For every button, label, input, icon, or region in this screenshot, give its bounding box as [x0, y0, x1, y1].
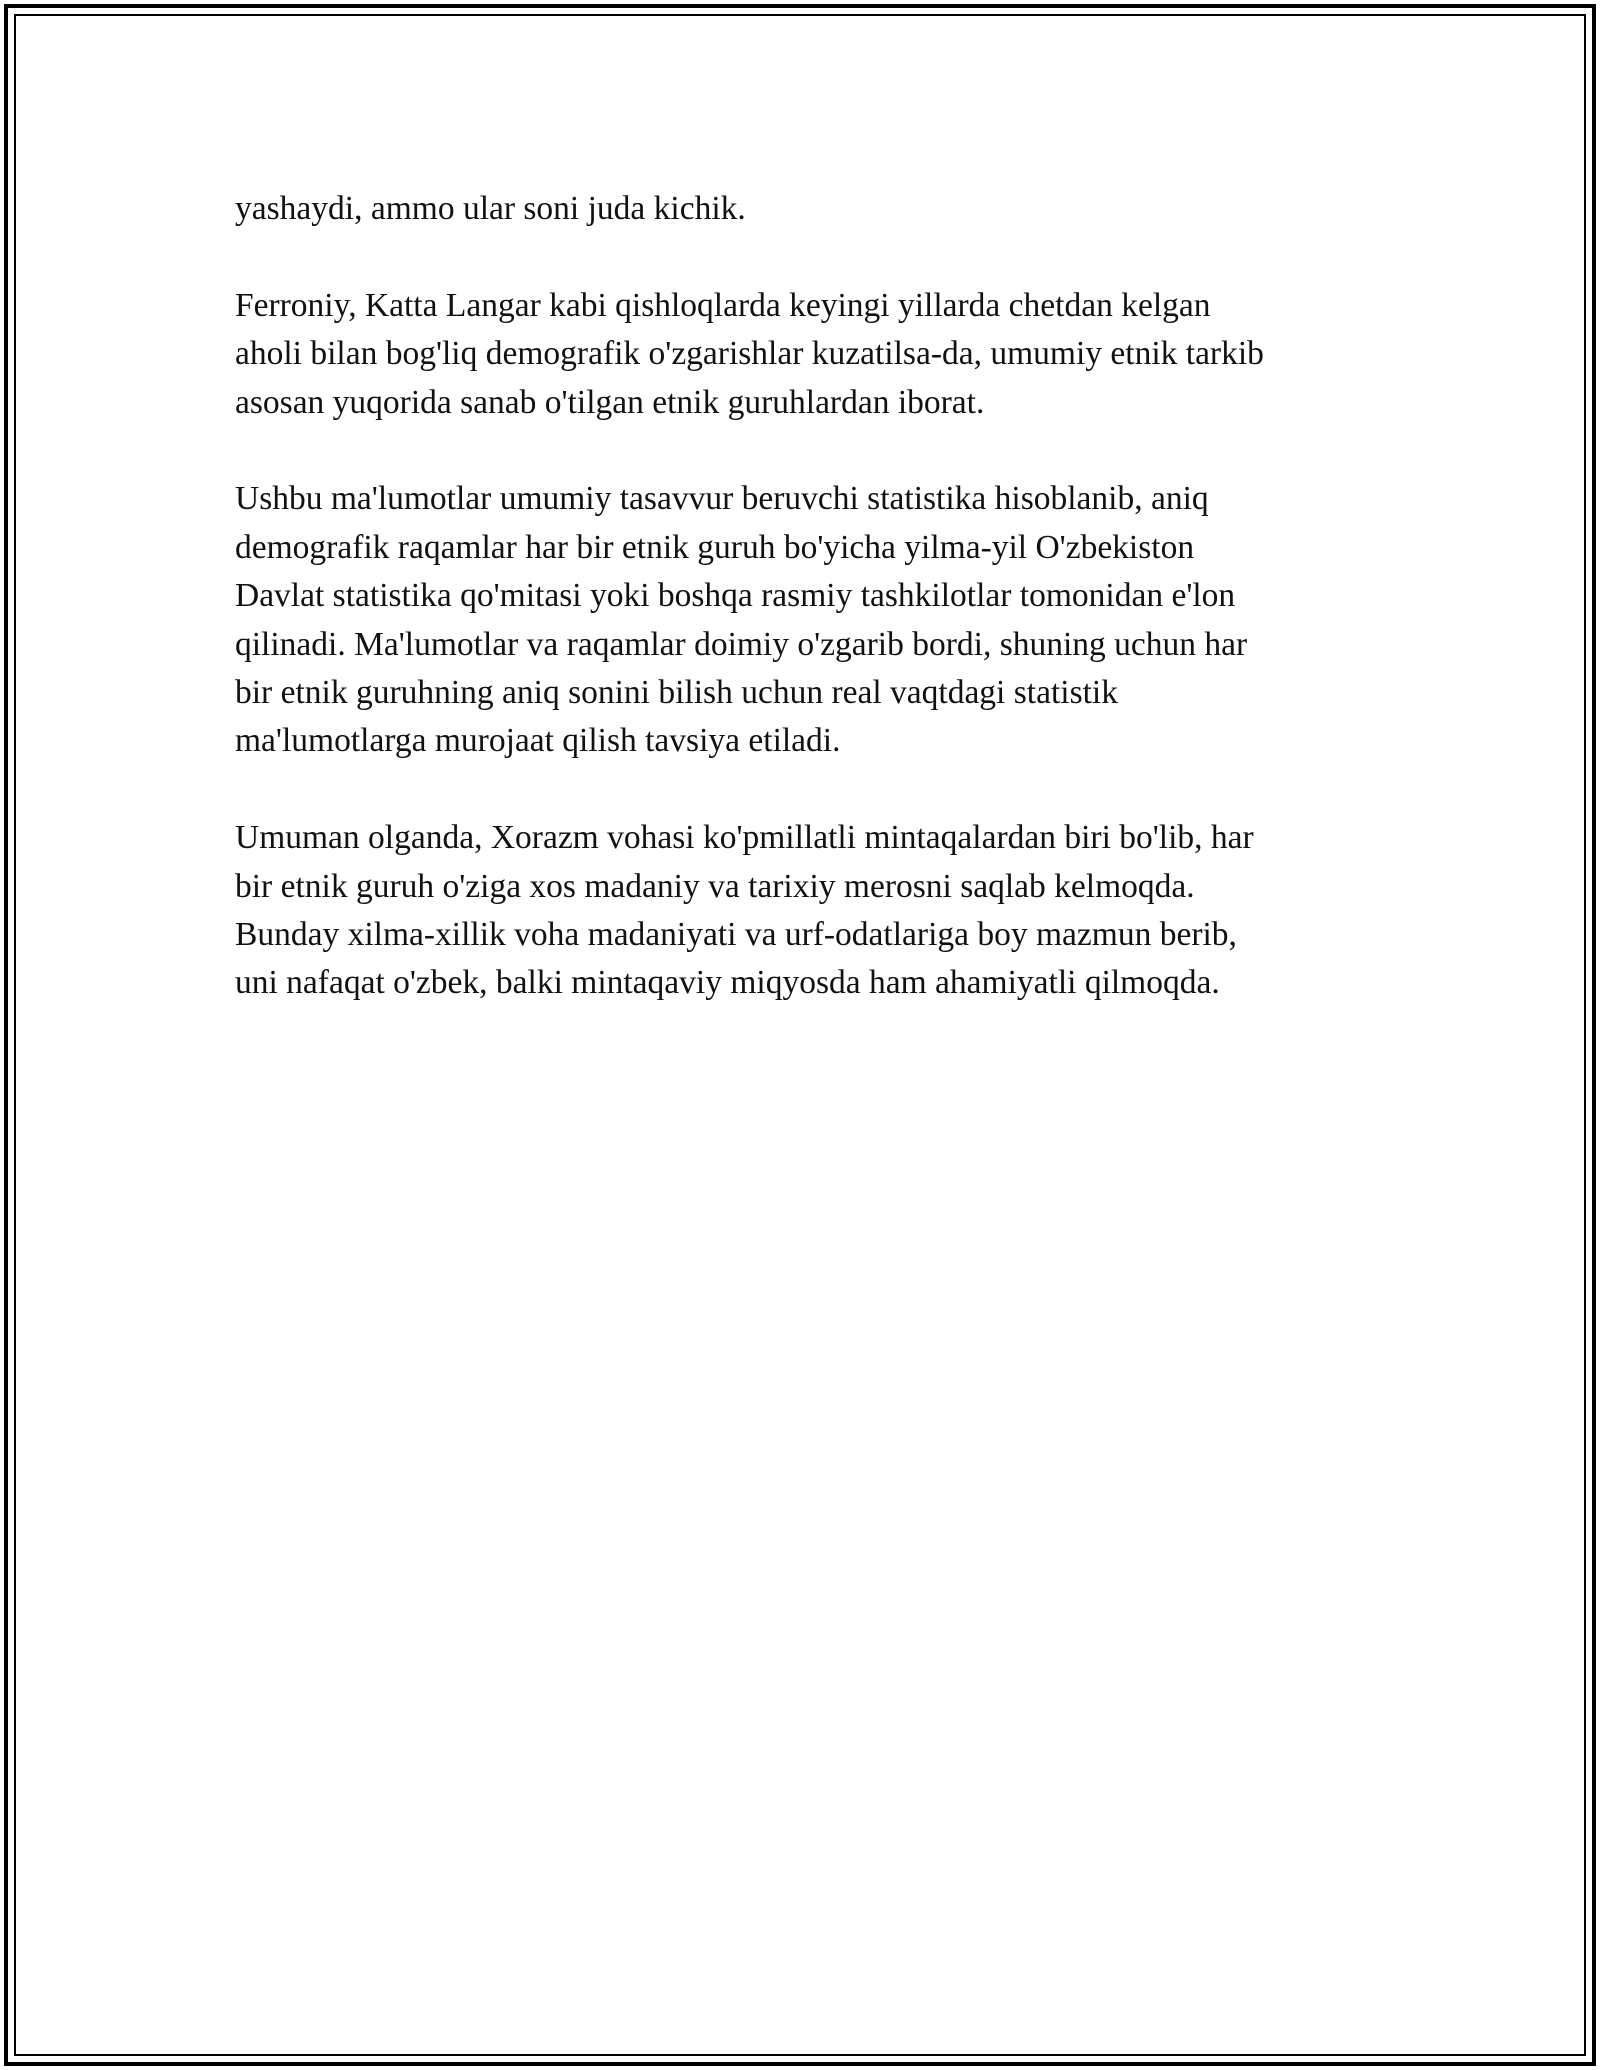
- paragraph-4: [235, 814, 1395, 1008]
- text-line: yashaydi, ammo ular soni juda kichik.: [235, 190, 746, 227]
- text-line: Davlat statistika qo'mitasi yoki boshqa rasmiy tashkilotlar tomonidan e'lon: [235, 577, 1236, 615]
- text-line: Bunday xilma-xillik voha madaniyati va urf-odatlariga boy mazmun berib,: [235, 916, 1237, 954]
- text-line: bir etnik guruhning aniq sonini bilish uchun real vaqtdagi statistik: [235, 674, 1118, 712]
- text-line: ma'lumotlarga murojaat qilish tavsiya etiladi.: [235, 722, 841, 760]
- document-body: [235, 185, 1395, 1056]
- text-line: bir etnik guruh o'ziga xos madaniy va tarixiy merosni saqlab kelmoqda.: [235, 867, 1195, 905]
- text-line: aholi bilan bog'liq demografik o'zgarishlar kuzatilsa-da, umumiy etnik tarkib: [235, 335, 1264, 373]
- text-line: uni nafaqat o'zbek, balki mintaqaviy miqyosda ham ahamiyatli qilmoqda.: [235, 964, 1220, 1002]
- text-line: asosan yuqorida sanab o'tilgan etnik guruhlardan iborat.: [235, 383, 985, 421]
- paragraph-3: [235, 475, 1395, 765]
- paragraph-1: [235, 185, 1395, 233]
- text-line: Ferroniy, Katta Langar kabi qishloqlarda keyingi yillarda chetdan kelgan: [235, 286, 1211, 324]
- text-line: Ushbu ma'lumotlar umumiy tasavvur beruvchi statistika hisoblanib, aniq: [235, 480, 1209, 518]
- paragraph-2: [235, 282, 1395, 427]
- text-line: Umuman olganda, Xorazm vohasi ko'pmillatli mintaqalardan biri bo'lib, har: [235, 819, 1254, 857]
- text-line: demografik raqamlar har bir etnik guruh bo'yicha yilma-yil O'zbekiston: [235, 528, 1195, 566]
- text-line: qilinadi. Ma'lumotlar va raqamlar doimiy o'zgarib bordi, shuning uchun har: [235, 625, 1248, 663]
